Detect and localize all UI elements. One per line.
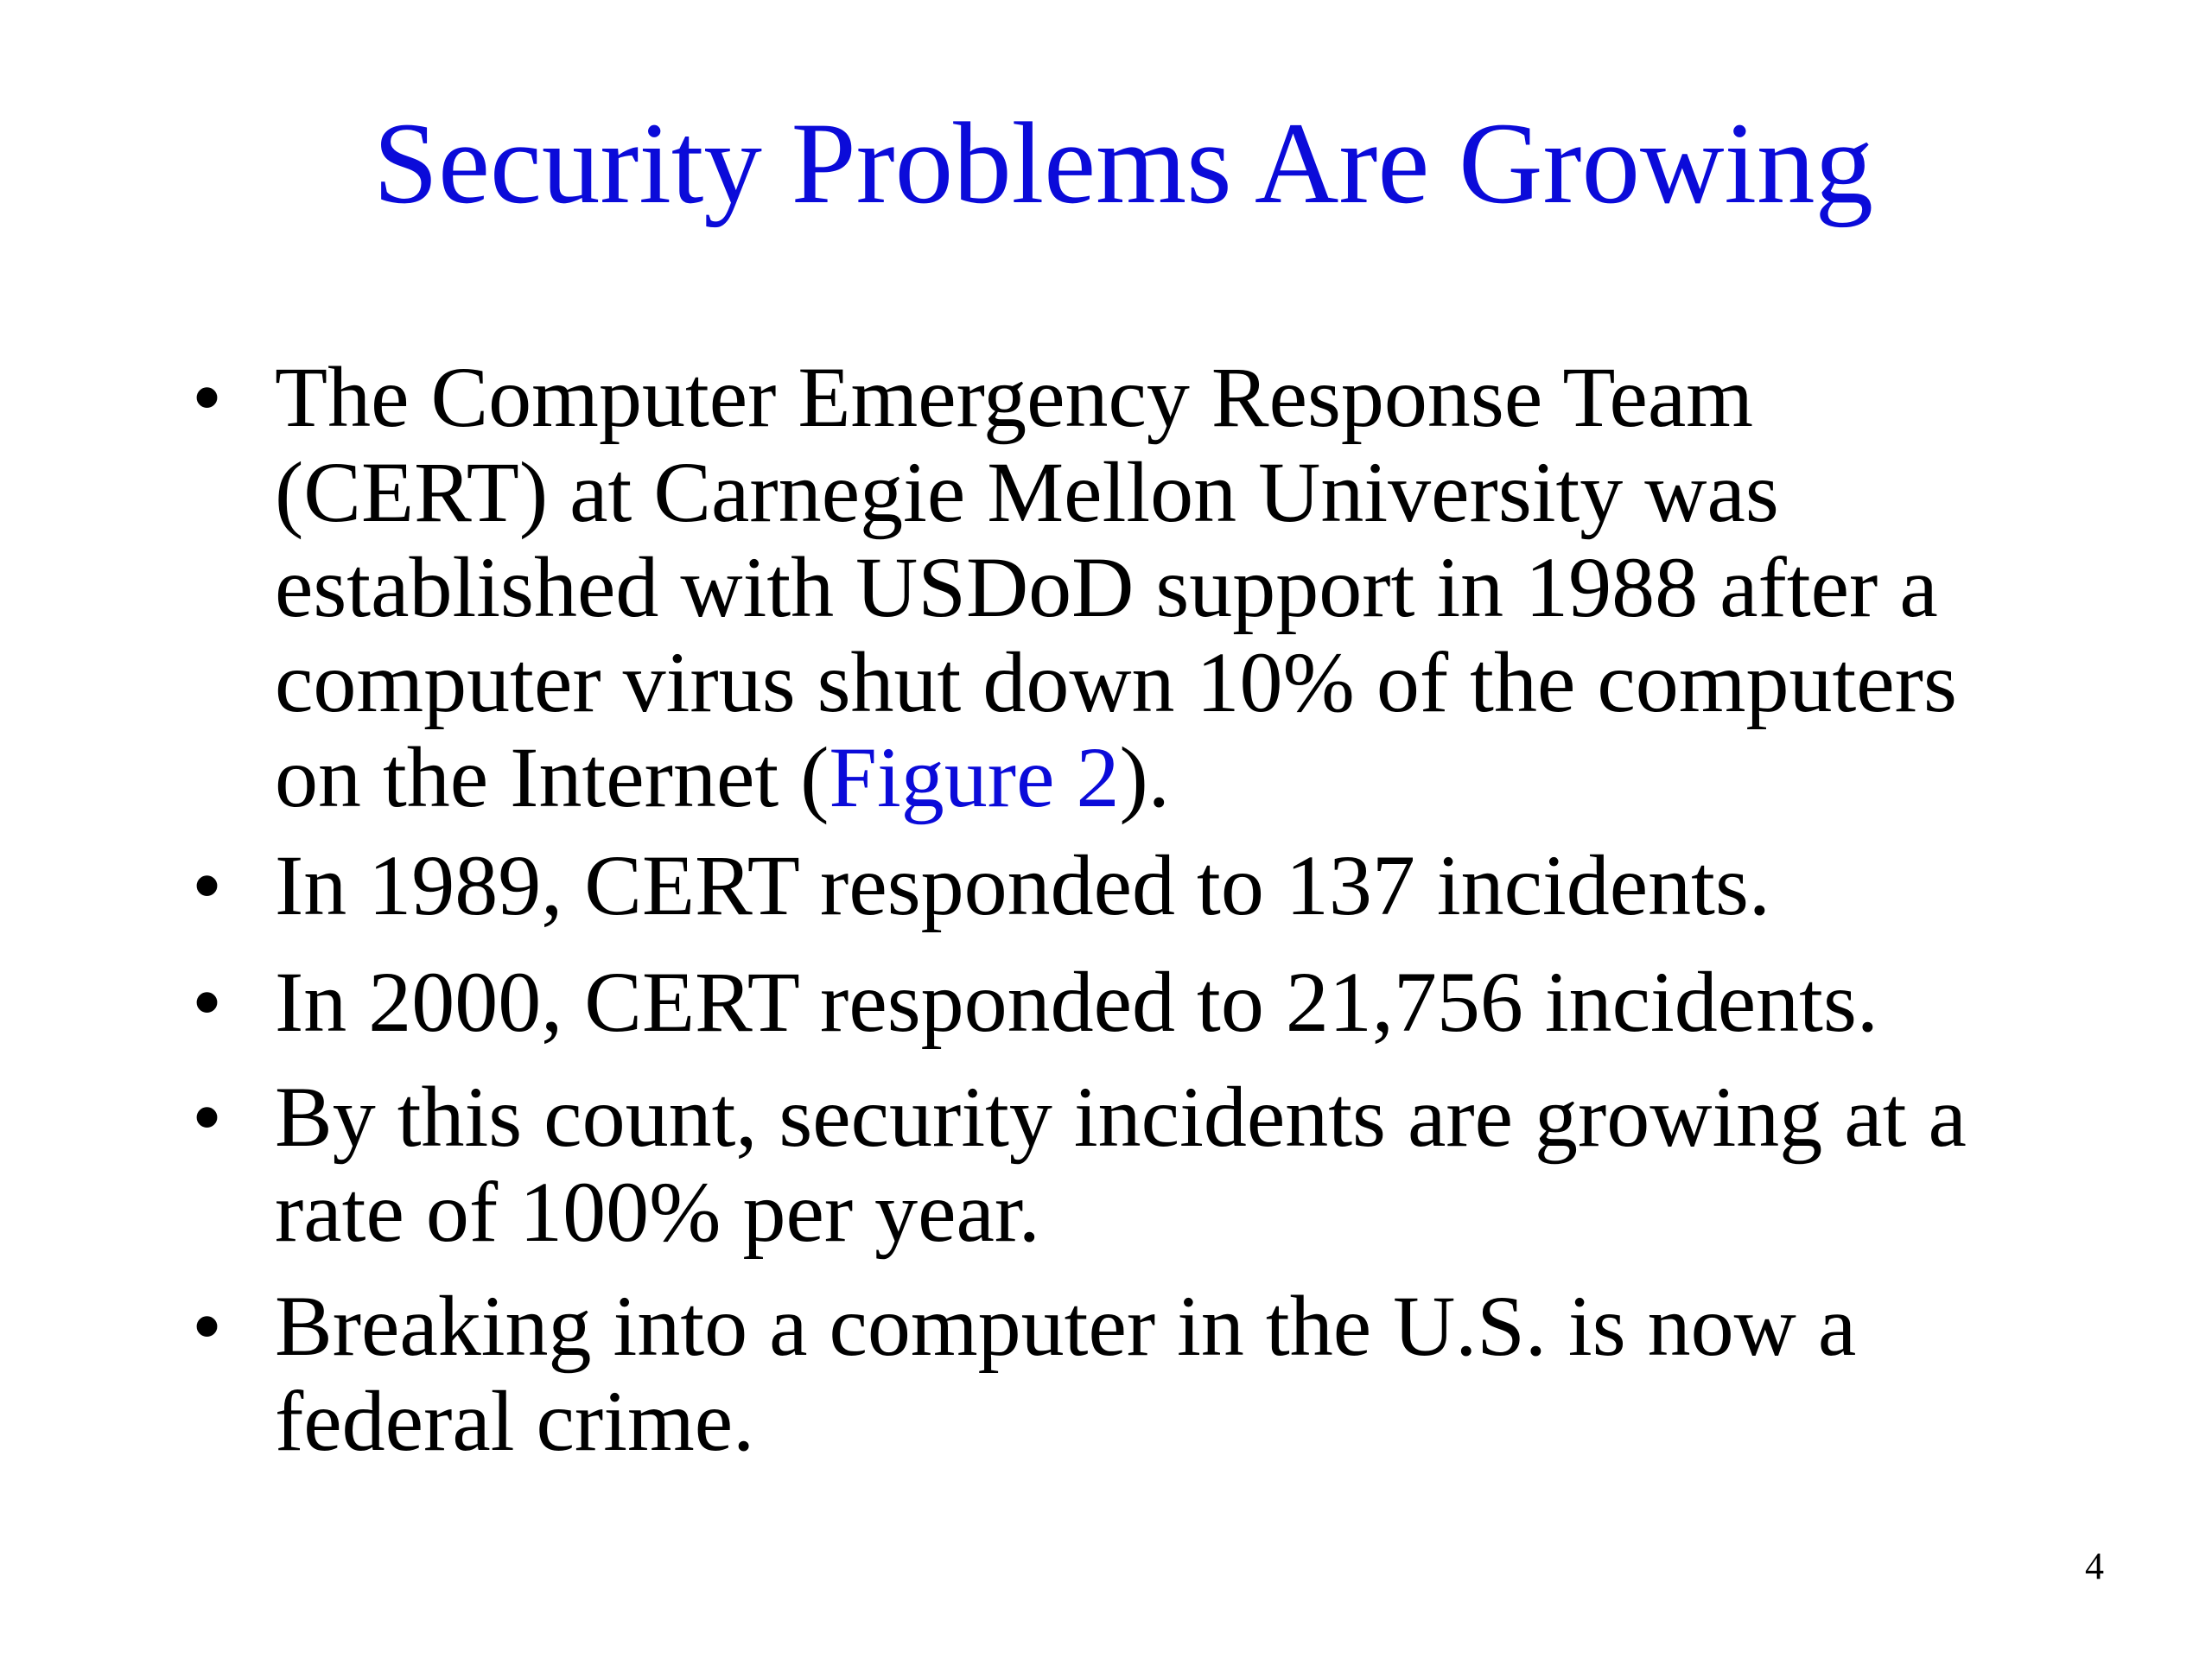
line-text-after-link: ).	[1119, 729, 1170, 825]
bullet-line: federal crime.	[275, 1373, 755, 1469]
bullet-text	[275, 350, 2107, 825]
bullet-line: In 2000, CERT responded to 21,756 incidents.	[275, 954, 1878, 1050]
bullet-marker: •	[192, 837, 223, 933]
bullet-line: By this count, security incidents are growing at a	[275, 1069, 1967, 1165]
bullet-text	[275, 838, 2107, 933]
bullet-line: In 1989, CERT responded to 137 incidents.	[275, 837, 1770, 933]
bullet-line: (CERT) at Carnegie Mellon University was	[275, 444, 1779, 540]
bullet-text	[275, 1070, 2107, 1260]
figure-2-link[interactable]: Figure 2	[829, 729, 1120, 825]
bullet-line: established with USDoD support in 1988 after a	[275, 539, 1938, 635]
bullet-marker: •	[192, 954, 223, 1050]
bullet-marker: •	[192, 1069, 223, 1165]
bullet-marker: •	[192, 349, 223, 445]
bullet-marker: •	[192, 1278, 223, 1374]
bullet-line: rate of 100% per year.	[275, 1164, 1040, 1260]
bullet-text	[275, 1279, 2107, 1469]
bullet-line	[275, 730, 2107, 825]
bullet-text	[275, 955, 2107, 1050]
slide-title: Security Problems Are Growing	[372, 99, 1873, 228]
bullet-line: computer virus shut down 10% of the computers	[275, 634, 1957, 730]
line-text-before-link: on the Internet (	[275, 729, 830, 825]
page-number: 4	[2085, 1545, 2104, 1587]
bullet-line: Breaking into a computer in the U.S. is now a	[275, 1278, 1857, 1374]
bullet-line: The Computer Emergency Response Team	[275, 349, 1754, 445]
